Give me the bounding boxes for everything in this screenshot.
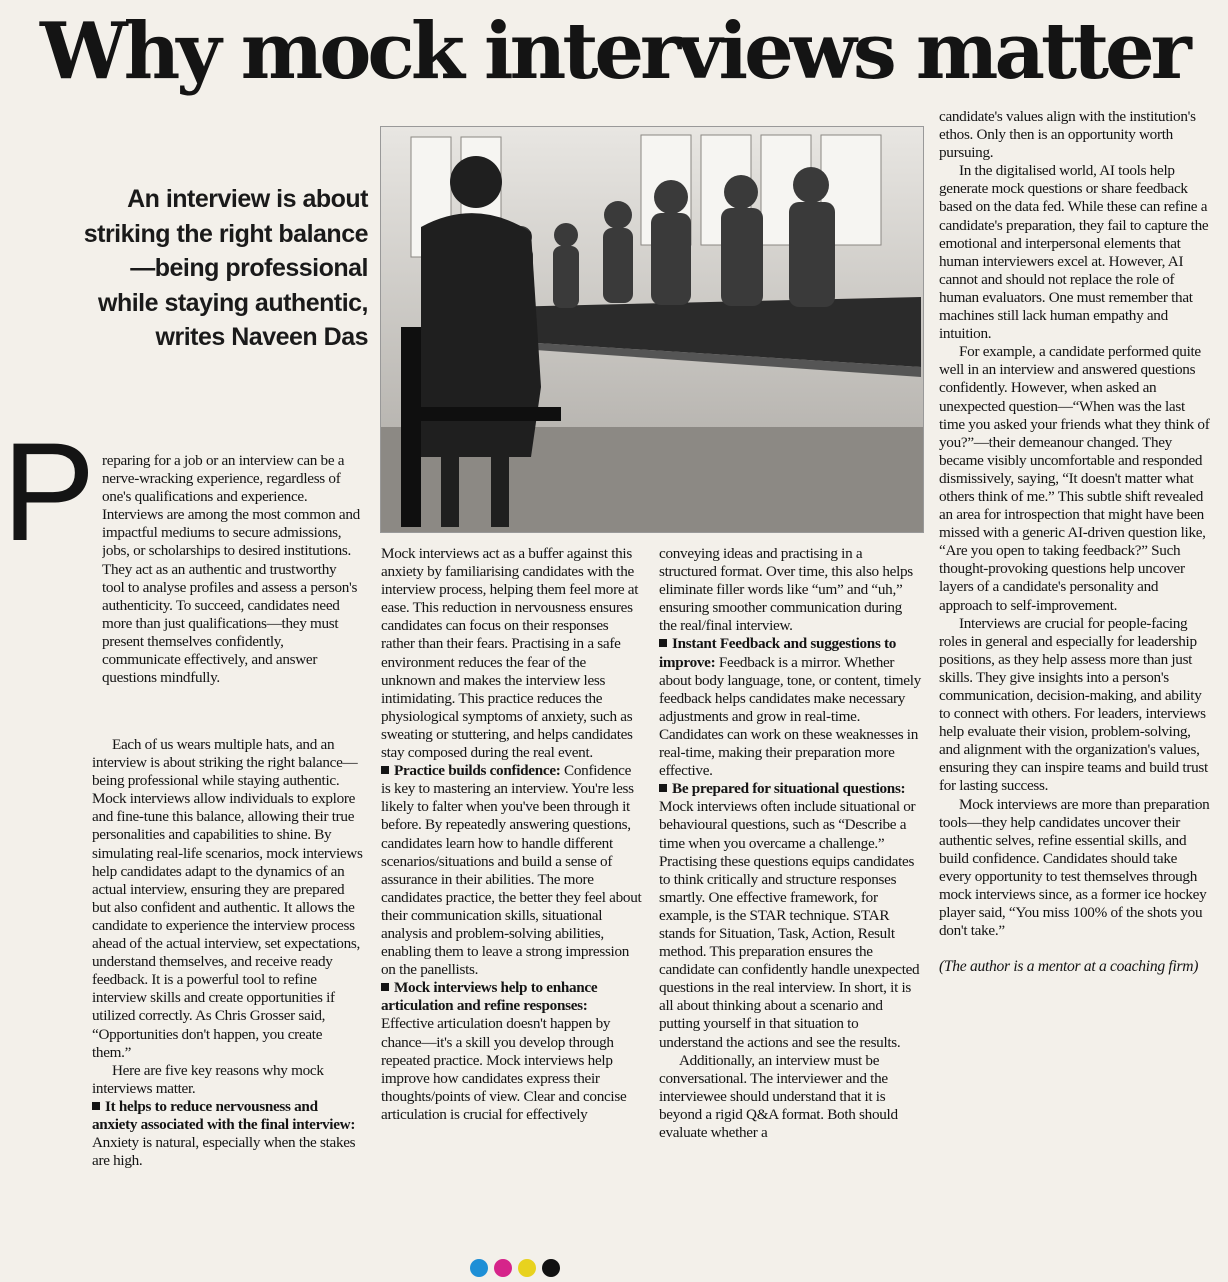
paragraph: Mock interviews act as a buffer against this anxiety by familiarising candidates with the interview process, helping them feel more at ease. This reduction in nervousness ensures candidates can focus on their responses rather than their fears. Practising in a safe environment reduces the fear of the unknown and makes the interview less intimidating. This practice reduces the physiological symptoms of anxiety, such as sweating or stuttering, and helps candidates stay composed during the real event. [381,545,639,762]
print-registration-marks [470,1259,630,1267]
cyan-dot-icon [470,1259,488,1277]
drop-cap: P [2,413,96,570]
yellow-dot-icon [518,1259,536,1277]
paragraph: Each of us wears multiple hats, and an interview is about striking the right balance—being professional while staying authentic. Mock interviews allow individuals to explore and fine-tune this balance, allowing their true personalities and capabilities to shine. By simulating real-life scenarios, mock interviews help candidates adapt to the dynamics of an actual interview, ensuring they are prepared but also confident and authentic. It allows the candidate to experience the interview process ahead of the actual interview, set expectations, understand themselves, and receive ready feedback. It is a powerful tool to refine interview skills and create opportunities if utilized correctly. As Chris Grosser said, “Opportunities don't happen, you create them.” [92,736,363,1061]
interview-photo [380,126,924,533]
bullet-text: Effective articulation doesn't happen by chance—it's a skill you develop through repeated practice. Mock interviews help improve how candidates express their thoughts/points of view. Clear and concise articulation is crucial for effectively [381,1015,627,1123]
column-2 [381,545,643,1124]
paragraph: Additionally, an interview must be conversational. The interviewer and the interviewee should understand that it is beyond a rigid Q&A format. Both should evaluate whether a [659,1051,898,1141]
paragraph: conveying ideas and practising in a structured format. Over time, this also helps eliminate filler words like “um” and “uh,” ensuring smoother communication during the real/final interview. [659,545,913,635]
bullet-heading: Be prepared for situational questions: [672,780,906,798]
bullet-point [92,1098,364,1170]
black-dot-icon [542,1259,560,1277]
interview-panel-illustration-icon [381,127,923,532]
bullet-square-icon [381,766,389,774]
column-4 [939,108,1211,976]
bullet-square-icon [659,639,667,647]
bullet-square-icon [381,983,389,991]
author-name: Naveen Das [231,323,368,351]
bullet-heading: Instant Feedback and suggestions to improve: [659,635,897,671]
bullet-square-icon [92,1102,100,1110]
bullet-text: Feedback is a mirror. Whether about body language, tone, or content, timely feedback helps candidates make necessary adjustments and grow in real-time. Candidates can work on these weaknesses in real-time, making their preparation more effective. [659,653,921,780]
bullet-text: Anxiety is natural, especially when the stakes are high. [92,1134,356,1170]
bullet-heading: It helps to reduce nervousness and anxiety associated with the final interview: [92,1097,356,1133]
column-3 [659,545,923,1142]
standfirst-text: An interview is about striking the right balance—being professional while staying authentic, writes [83,185,368,351]
bullet-heading: Mock interviews help to enhance articulation and refine responses: [381,979,598,1015]
standfirst [70,182,368,355]
intro-paragraph: reparing for a job or an interview can be a nerve-wracking experience, regardless of one's qualifications and experience. Interviews are among the most common and impactful mediums to secure admissions, jobs, or scholarships to desired institutions. They act as an authentic and trustworthy tool to analyse profiles and assess a person's authenticity. To succeed, candidates need more than just qualifications—they must present themselves confidently, communicate effectively, and answer questions mindfully. [102,452,360,687]
bullet-point [381,979,643,1124]
headline: Why mock interviews matter [40,6,1188,97]
bullet-point [659,780,923,1051]
bullet-text: Confidence is key to mastering an interview. You're less likely to falter when you've been through it before. By repeatedly answering questions, candidates learn how to handle different scenarios/situations and build a sense of assurance in their abilities. The more candidates practice, the better they feel about their communication skills, situational analysis and problem-solving abilities, enabling them to leave a strong impression on the panellists. [381,762,642,979]
bullet-point [381,762,643,979]
bullet-square-icon [659,784,667,792]
magenta-dot-icon [494,1259,512,1277]
paragraph: Mock interviews are more than preparation tools—they help candidates uncover their authentic selves, refine essential skills, and build confidence. Candidates should take every opportunity to test themselves through mock interviews since, as a former ice hockey player said, “You miss 100% of the shots you don't take.” [939,795,1210,940]
column-1 [92,736,364,1170]
bullet-text: Mock interviews often include situational or behavioural questions, such as “Describe a time when you overcame a challenge.” Practising these questions equips candidates to think critically and structure responses smartly. One effective framework, for example, is the STAR technique. STAR stands for Situation, Task, Action, Result method. This preparation ensures the candidate can confidently handle unexpected questions in the real interview. In short, it is all about thinking about a scenario and putting yourself in that situation to understand the actions and see the results. [659,798,920,1051]
bullet-heading: Practice builds confidence: [394,762,561,780]
bullet-point [659,635,923,780]
paragraph: For example, a candidate performed quite well in an interview and answered questions confidently. However, when asked an unexpected question—“When was the last time you asked your friends what they think of you?”—their demeanour changed. They became visibly uncomfortable and responded dismissively, saying, “It doesn't matter what others think of me.” This subtle shift revealed an area for introspection that might have been missed with a generic AI-driven question like, “Are you open to taking feedback?” Such thought-provoking questions help uncover layers of a candidate's personality and approach to self-improvement. [939,343,1210,614]
paragraph: Interviews are crucial for people-facing roles in general and especially for leadership positions, as they help assess more than just skills. They give insights into a person's communication, decision-making, and ability to connect with others. For leaders, interviews help evaluate their vision, problem-solving, and alignment with the organization's values, ensuring they can inspire teams and build trust for lasting success. [939,614,1208,795]
column-1-intro [102,452,362,687]
paragraph: In the digitalised world, AI tools help generate mock questions or share feedback based on the data fed. While these can refine a candidate's preparation, they fail to capture the emotional and interpersonal elements that human interviewers excel at. However, AI cannot and should not replace the role of human evaluators. One must remember that machines still lack human empathy and intuition. [939,162,1209,343]
paragraph: Here are five key reasons why mock interviews matter. [92,1061,324,1097]
paragraph: candidate's values align with the institution's ethos. Only then is an opportunity worth pursuing. [939,108,1196,162]
author-note: (The author is a mentor at a coaching firm) [939,958,1199,976]
